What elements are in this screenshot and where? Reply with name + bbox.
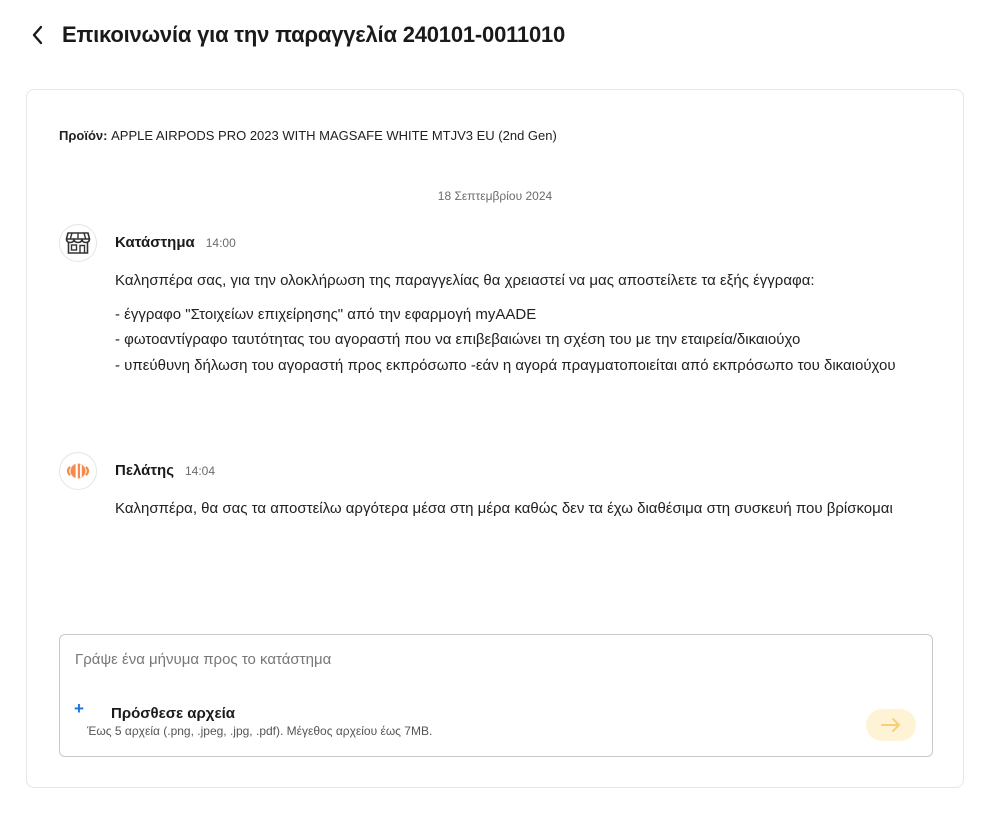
avatar (59, 452, 97, 490)
back-button[interactable] (26, 23, 50, 47)
product-label: Προϊόν: (59, 128, 108, 143)
add-files-label: Πρόσθεσε αρχεία (111, 705, 235, 722)
date-separator: 18 Σεπτεμβρίου 2024 (437, 189, 553, 203)
message-line: - φωτοαντίγραφο ταυτότητας του αγοραστή που να επιβεβαιώνει τη σχέση του με την εταιρεία/δικαιούχο (115, 331, 801, 348)
message-line: Καλησπέρα σας, για την ολοκλήρωση της παραγγελίας θα χρειαστεί να μας αποστείλετε τα εξής έγγραφα: (115, 272, 815, 289)
send-button[interactable] (866, 709, 916, 741)
chevron-left-icon (31, 25, 45, 45)
sender-name: Πελάτης (115, 462, 174, 479)
message-header (115, 462, 215, 479)
message-line: - έγγραφο "Στοιχείων επιχείρησης" από την εφαρμογή myAADE (115, 305, 537, 323)
product-info (59, 128, 557, 143)
page-header (26, 18, 565, 52)
conversation-card (26, 89, 964, 788)
customer-logo-icon (64, 459, 92, 483)
message-line: - υπεύθυνη δήλωση του αγοραστή προς εκπρόσωπο -εάν η αγορά πραγματοποιείται από εκπρόσωπο του δικαιούχου (115, 356, 896, 374)
attach-hint: Έως 5 αρχεία (.png, .jpeg, .jpg, .pdf). Μέγεθος αρχείου έως 7MB. (87, 724, 433, 738)
message-time: 14:04 (185, 464, 216, 478)
store-icon (65, 230, 91, 256)
avatar (59, 224, 97, 262)
add-files-button[interactable] (74, 695, 235, 722)
plus-icon: + (74, 698, 84, 718)
message-body (115, 268, 903, 378)
message-header (115, 234, 236, 251)
message-body (115, 496, 903, 522)
product-name: APPLE AIRPODS PRO 2023 WITH MAGSAFE WHITE MTJV3 EU (2nd Gen) (111, 128, 557, 143)
message-composer (59, 634, 933, 757)
arrow-right-icon (880, 717, 902, 733)
message-input[interactable] (75, 651, 835, 668)
page-title: Επικοινωνία για την παραγγελία 240101-0011010 (62, 22, 566, 47)
message-line: Καλησπέρα, θα σας τα αποστείλω αργότερα μέσα στη μέρα καθώς δεν τα έχω διαθέσιμα στη συσκευή που βρίσκομαι (115, 500, 893, 517)
sender-name: Κατάστημα (115, 234, 195, 251)
message-time: 14:00 (205, 236, 236, 250)
